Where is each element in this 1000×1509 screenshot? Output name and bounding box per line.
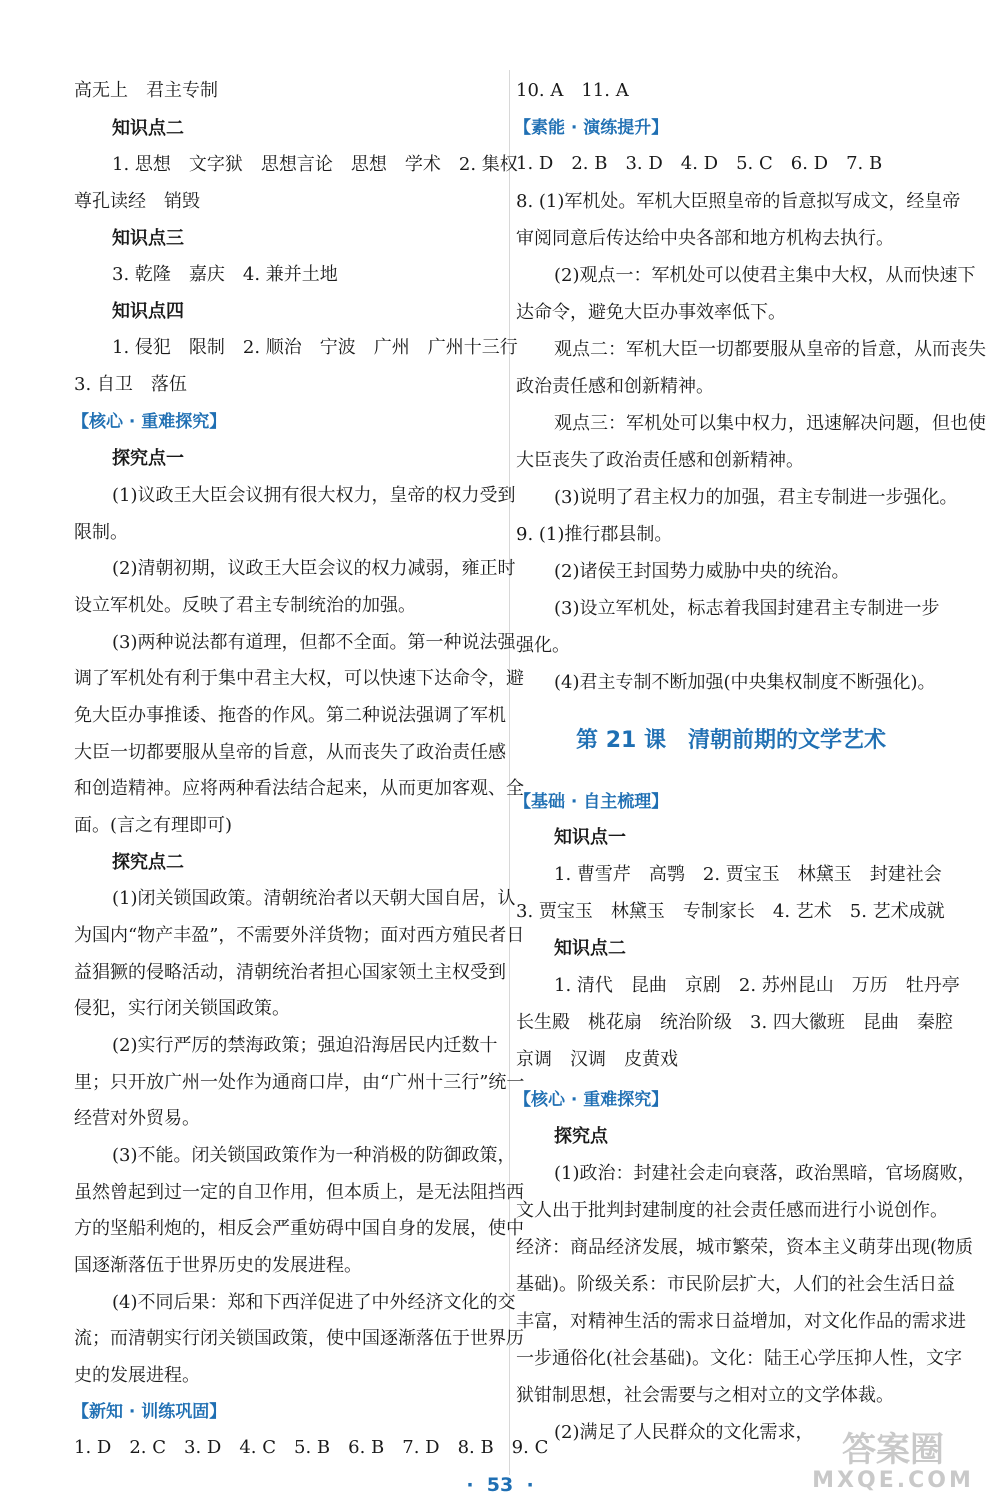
subheading-knowledge-point-2: 知识点二 [554, 938, 626, 959]
text-line: (2)实行严厉的禁海政策；强迫沿海居民内迁数十 [112, 1035, 498, 1056]
subheading-inquiry-1: 探究点一 [112, 448, 184, 469]
watermark-logo [798, 1432, 988, 1502]
subheading-knowledge-point-1: 知识点一 [554, 827, 626, 848]
text-line: (2)诸侯王封国势力威胁中央的统治。 [554, 561, 850, 582]
text-line: 丰富，对精神生活的需求日益增加，对文化作品的需求进 [516, 1311, 966, 1332]
text-line: 为国内“物产丰盈”，不需要外洋货物；面对西方殖民者日 [74, 925, 525, 946]
text-line: (1)闭关锁国政策。清朝统治者以天朝大国自居，认 [112, 888, 516, 909]
text-line: 经济：商品经济发展，城市繁荣，资本主义萌芽出现(物质 [516, 1237, 974, 1258]
text-line: 强化。 [516, 635, 570, 656]
lesson-title: 第 21 课 清朝前期的文学艺术 [576, 728, 886, 753]
text-line: (3)不能。闭关锁国政策作为一种消极的防御政策， [112, 1145, 516, 1166]
section-tag-basic: 【基础 · 自主梳理】 [514, 792, 669, 812]
watermark-main: 答案圈 [842, 1430, 944, 1470]
text-line: 调了军机处有利于集中君主大权，可以快速下达命令，避 [74, 668, 524, 689]
section-tag-new-knowledge: 【新知 · 训练巩固】 [72, 1402, 227, 1422]
text-line: 面。(言之有理即可) [74, 815, 233, 836]
section-tag-core: 【核心 · 重难探究】 [514, 1090, 669, 1110]
subheading-knowledge-point-3: 知识点三 [112, 228, 184, 249]
text-line: 方的坚船利炮的，相反会严重妨碍中国自身的发展，使中 [74, 1218, 524, 1239]
text-line: 文人出于批判封建制度的社会责任感而进行小说创作。 [516, 1200, 948, 1221]
text-line: 限制。 [74, 522, 128, 543]
text-line: 大臣一切都要服从皇帝的旨意，从而丧失了政治责任感 [74, 742, 506, 763]
subheading-inquiry: 探究点 [554, 1126, 608, 1147]
answer-line: 长生殿 桃花扇 统治阶级 3. 四大徽班 昆曲 秦腔 [516, 1012, 953, 1033]
text-line: 大臣丧失了政治责任感和创新精神。 [516, 450, 804, 471]
page-number: · 53 · [466, 1474, 534, 1496]
text-line: 和创造精神。应将两种看法结合起来，从而更加客观、全 [74, 778, 524, 799]
text-line: (3)设立军机处，标志着我国封建君主专制进一步 [554, 598, 940, 619]
section-tag-core: 【核心 · 重难探究】 [72, 412, 227, 432]
text-line: 一步通俗化(社会基础)。文化：陆王心学压抑人性，文字 [516, 1348, 963, 1369]
answer-line: 1. D 2. C 3. D 4. C 5. B 6. B 7. D 8. B 9. C [74, 1437, 549, 1458]
text-line: 政治责任感和创新精神。 [516, 376, 714, 397]
text-line: 达命令，避免大臣办事效率低下。 [516, 302, 786, 323]
text-line: 侵犯，实行闭关锁国政策。 [74, 998, 290, 1019]
text-line: (2)清朝初期，议政王大臣会议的权力减弱，雍正时 [112, 558, 516, 579]
text-line: (3)说明了君主权力的加强，君主专制进一步强化。 [554, 487, 958, 508]
answer-line: 尊孔读经 销毁 [74, 191, 200, 212]
text-line: (3)两种说法都有道理，但都不全面。第一种说法强 [112, 632, 516, 653]
subheading-knowledge-point-2: 知识点二 [112, 118, 184, 139]
text-line: 观点三：军机处可以集中权力，迅速解决问题，但也使 [554, 413, 986, 434]
text-line: 里；只开放广州一处作为通商口岸，由“广州十三行”统一 [74, 1072, 525, 1093]
text-line: 虽然曾起到过一定的自卫作用，但本质上，是无法阻挡西 [74, 1182, 524, 1203]
answer-line: 1. 曹雪芹 高鹗 2. 贾宝玉 林黛玉 封建社会 [554, 864, 942, 885]
text-line: 设立军机处。反映了君主专制统治的加强。 [74, 595, 416, 616]
text-line: 国逐渐落伍于世界历史的发展进程。 [74, 1255, 362, 1276]
text-line: 经营对外贸易。 [74, 1108, 200, 1129]
text-line: 史的发展进程。 [74, 1365, 200, 1386]
text-line: 基础)。阶级关系：市民阶层扩大，人们的社会生活日益 [516, 1274, 956, 1295]
text-line: 益猖獗的侵略活动，清朝统治者担心国家领土主权受到 [74, 962, 506, 983]
text-line: (4)君主专制不断加强(中央集权制度不断强化)。 [554, 672, 936, 693]
text-line: 观点二：军机大臣一切都要服从皇帝的旨意，从而丧失 [554, 339, 986, 360]
watermark-sub: MXQE.COM [812, 1468, 974, 1493]
text-line: (4)不同后果：郑和下西洋促进了中外经济文化的交 [112, 1292, 516, 1313]
subheading-inquiry-2: 探究点二 [112, 852, 184, 873]
answer-line: 1. 思想 文字狱 思想言论 思想 学术 2. 集权 [112, 154, 518, 175]
text-line: (1)议政王大臣会议拥有很大权力，皇帝的权力受到 [112, 485, 516, 506]
text-line: 审阅同意后传达给中央各部和地方机构去执行。 [516, 228, 894, 249]
column-divider [509, 70, 510, 1475]
text-line: 8. (1)军机处。军机大臣照皇帝的旨意拟写成文，经皇帝 [516, 191, 961, 212]
answer-line: 3. 自卫 落伍 [74, 374, 187, 395]
text-line: (2)满足了人民群众的文化需求， [554, 1422, 814, 1443]
text-line: 流；而清朝实行闭关锁国政策，使中国逐渐落伍于世界历 [74, 1328, 524, 1349]
text-line: (2)观点一：军机处可以使君主集中大权，从而快速下 [554, 265, 976, 286]
answer-line: 京调 汉调 皮黄戏 [516, 1049, 678, 1070]
answer-line: 3. 贾宝玉 林黛玉 专制家长 4. 艺术 5. 艺术成就 [516, 901, 945, 922]
page-number-value: 53 [486, 1474, 514, 1496]
subheading-knowledge-point-4: 知识点四 [112, 301, 184, 322]
text-line: 狱钳制思想，社会需要与之相对立的文学体裁。 [516, 1385, 894, 1406]
answer-line: 10. A 11. A [516, 80, 629, 101]
answer-line: 1. 清代 昆曲 京剧 2. 苏州昆山 万历 牡丹亭 [554, 975, 960, 996]
text-line: 高无上 君主专制 [74, 80, 218, 101]
answer-line: 1. D 2. B 3. D 4. D 5. C 6. D 7. B [516, 153, 883, 174]
text-line: 9. (1)推行郡县制。 [516, 524, 673, 545]
answer-line: 3. 乾隆 嘉庆 4. 兼并土地 [112, 264, 338, 285]
text-line: 免大臣办事推诿、拖沓的作风。第二种说法强调了军机 [74, 705, 506, 726]
text-line: (1)政治：封建社会走向衰落，政治黑暗，官场腐败， [554, 1163, 976, 1184]
section-tag-skill: 【素能 · 演练提升】 [514, 118, 669, 138]
answer-line: 1. 侵犯 限制 2. 顺治 宁波 广州 广州十三行 [112, 337, 518, 358]
